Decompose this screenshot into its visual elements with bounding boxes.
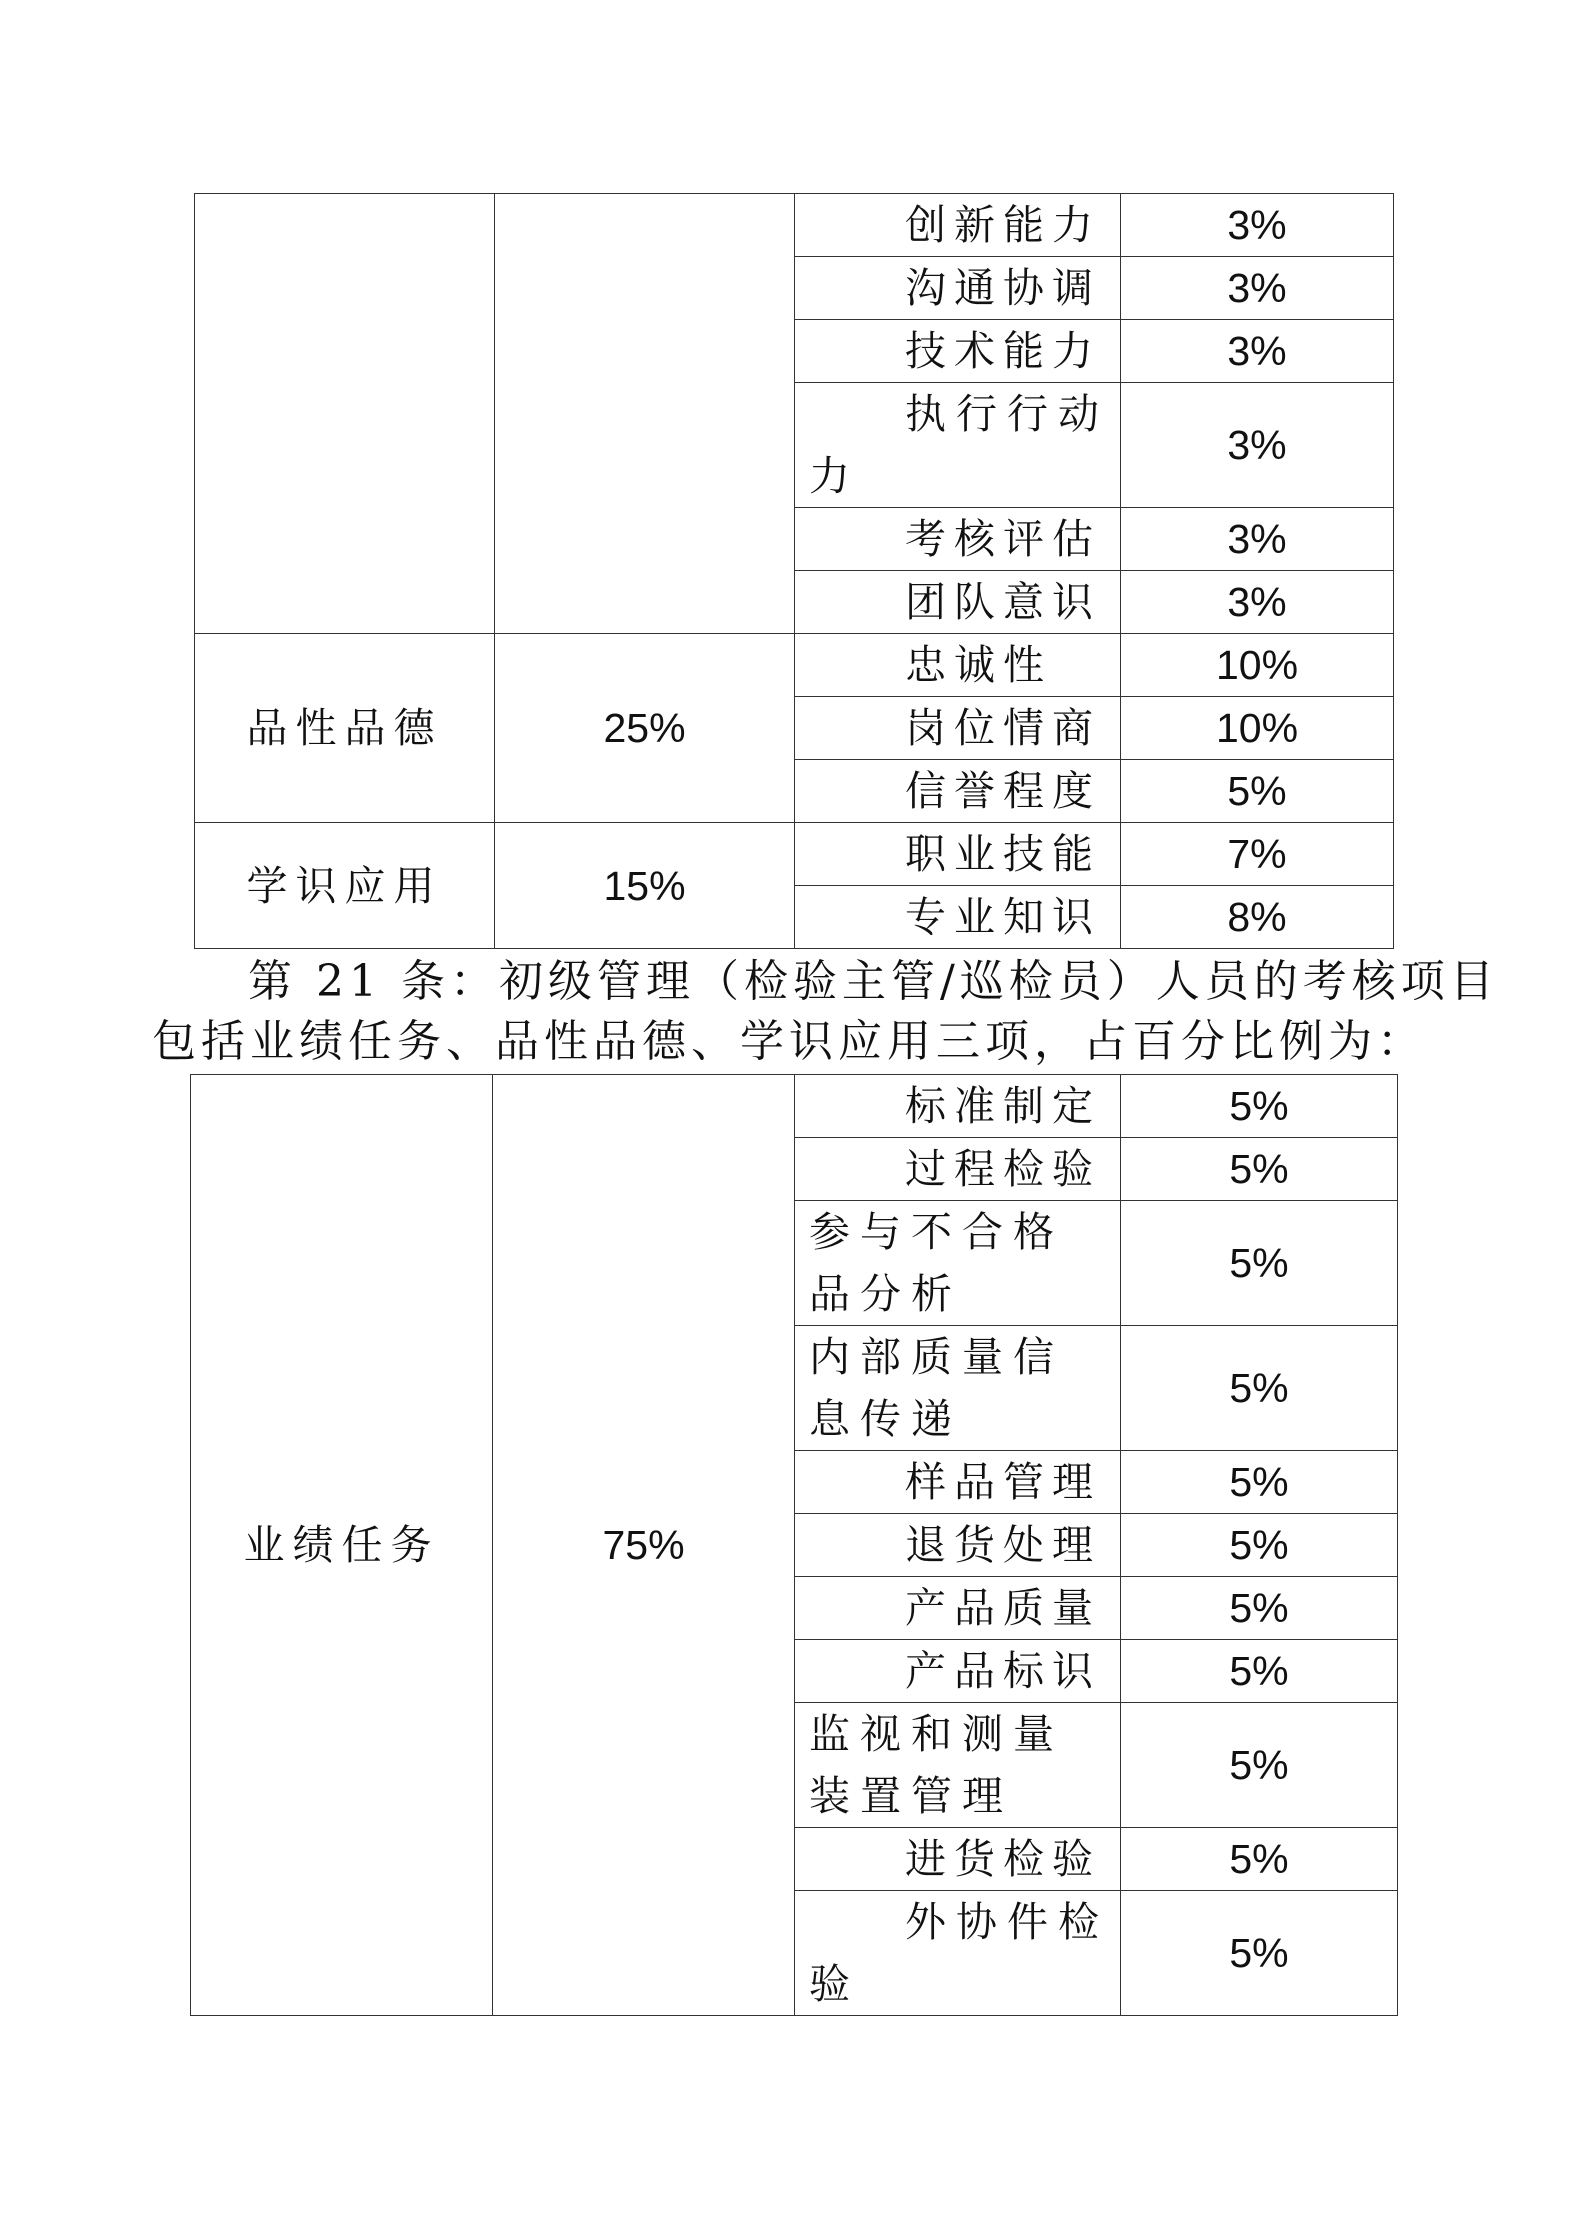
item-cell: 退货处理 (795, 1514, 1121, 1577)
weight-cell: 5% (1121, 1703, 1398, 1828)
category-cell (195, 194, 495, 634)
weight-cell: 5% (1121, 1828, 1398, 1891)
item-cell: 产品质量 (795, 1577, 1121, 1640)
category-percent-cell: 25% (495, 634, 795, 823)
item-cell: 创新能力 (795, 194, 1121, 257)
weight-cell: 5% (1121, 1138, 1398, 1201)
item-cell: 标准制定 (795, 1075, 1121, 1138)
item-cell: 信誉程度 (795, 760, 1121, 823)
weight-cell: 3% (1121, 194, 1394, 257)
item-cell: 专业知识 (795, 886, 1121, 949)
item-cell: 忠诚性 (795, 634, 1121, 697)
item-cell: 技术能力 (795, 320, 1121, 383)
assessment-table-continued (194, 193, 1394, 949)
table-row (195, 634, 1394, 697)
weight-cell: 7% (1121, 823, 1394, 886)
item-cell: 参与不合格品分析 (795, 1201, 1121, 1326)
item-cell: 团队意识 (795, 571, 1121, 634)
item-cell: 监视和测量装置管理 (795, 1703, 1121, 1828)
weight-cell: 5% (1121, 1577, 1398, 1640)
item-cell: 进货检验 (795, 1828, 1121, 1891)
weight-cell: 10% (1121, 634, 1394, 697)
weight-cell: 3% (1121, 571, 1394, 634)
item-cell: 产品标识 (795, 1640, 1121, 1703)
weight-cell: 5% (1121, 760, 1394, 823)
weight-cell: 5% (1121, 1201, 1398, 1326)
item-cell: 职业技能 (795, 823, 1121, 886)
weight-cell: 3% (1121, 383, 1394, 508)
weight-cell: 5% (1121, 1891, 1398, 2016)
item-cell: 样品管理 (795, 1451, 1121, 1514)
weight-cell: 8% (1121, 886, 1394, 949)
weight-cell: 5% (1121, 1326, 1398, 1451)
category-percent-cell: 15% (495, 823, 795, 949)
item-cell: 考核评估 (795, 508, 1121, 571)
junior-management-assessment-table (190, 1074, 1398, 2016)
item-cell: 外协件检验 (795, 1891, 1121, 2016)
category-cell: 学识应用 (195, 823, 495, 949)
article-21-line-2: 包括业绩任务、品性品德、学识应用三项，占百分比例为： (152, 1016, 1426, 1067)
weight-cell: 10% (1121, 697, 1394, 760)
item-cell: 执行行动力 (795, 383, 1121, 508)
category-cell: 品性品德 (195, 634, 495, 823)
weight-cell: 5% (1121, 1451, 1398, 1514)
weight-cell: 5% (1121, 1514, 1398, 1577)
article-21-line-1: 第 21 条：初级管理（检验主管/巡检员）人员的考核项目 (248, 956, 1499, 1007)
weight-cell: 3% (1121, 320, 1394, 383)
item-cell: 岗位情商 (795, 697, 1121, 760)
item-cell: 内部质量信息传递 (795, 1326, 1121, 1451)
item-cell: 过程检验 (795, 1138, 1121, 1201)
category-cell: 业绩任务 (191, 1075, 493, 2016)
weight-cell: 5% (1121, 1075, 1398, 1138)
table-row (195, 194, 1394, 257)
weight-cell: 5% (1121, 1640, 1398, 1703)
table-row (191, 1075, 1398, 1138)
item-cell: 沟通协调 (795, 257, 1121, 320)
weight-cell: 3% (1121, 257, 1394, 320)
table-row (195, 823, 1394, 886)
weight-cell: 3% (1121, 508, 1394, 571)
category-percent-cell (495, 194, 795, 634)
category-percent-cell: 75% (493, 1075, 795, 2016)
